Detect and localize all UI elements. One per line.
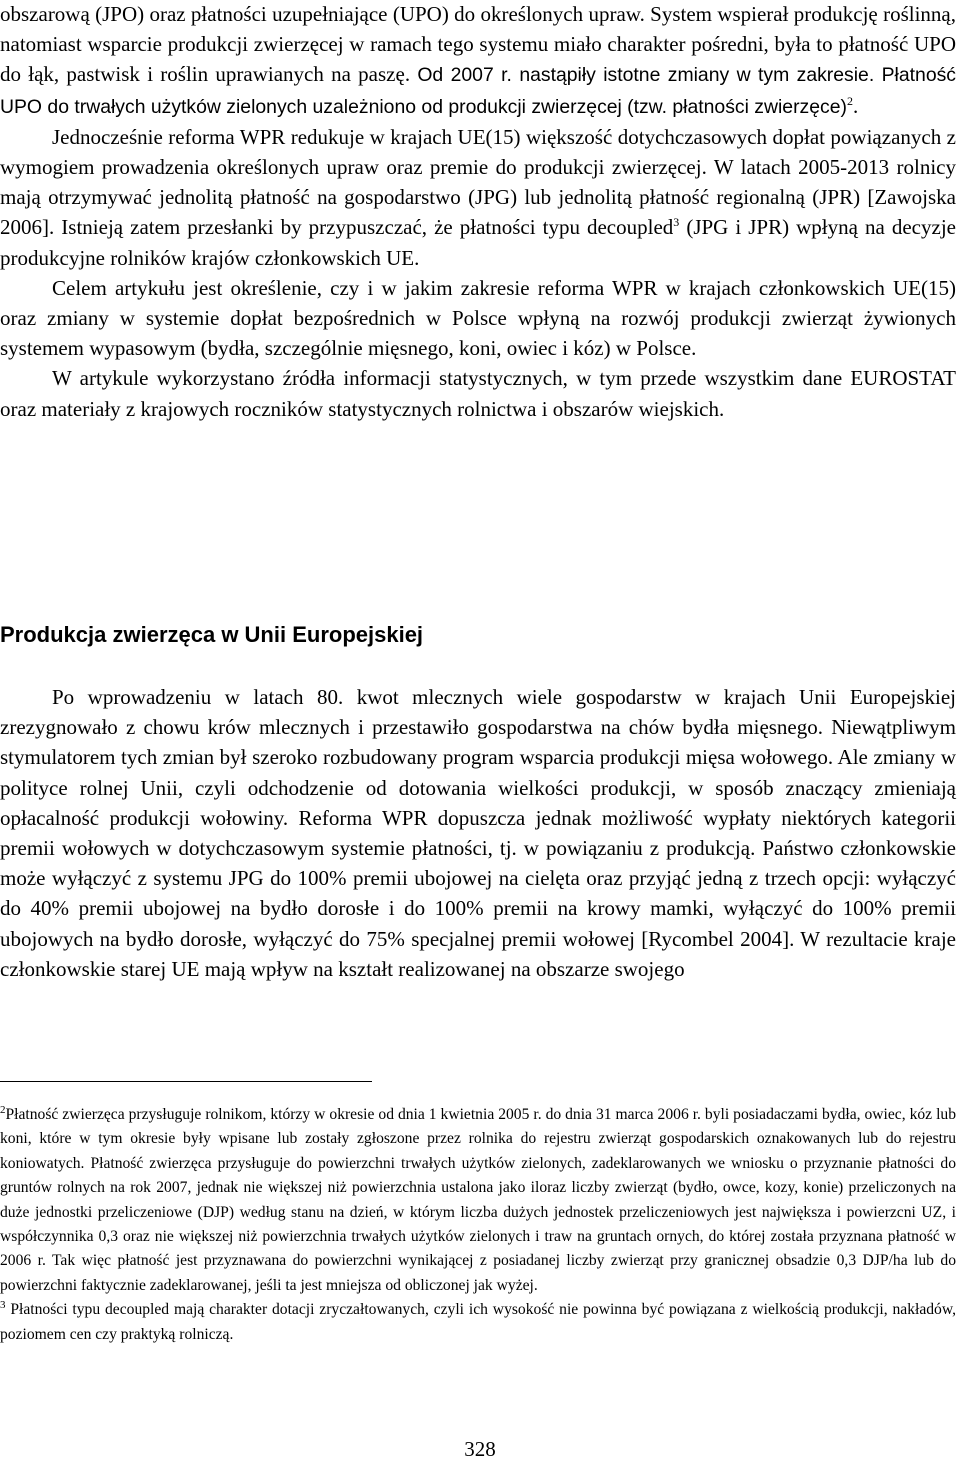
intro-p1-sans-tail: (tzw. płatności zwierzęce) — [627, 95, 847, 118]
section-heading: Produkcja zwierzęca w Unii Europejskiej — [0, 622, 424, 647]
intro-paragraph-3: Celem artykułu jest określenie, czy i w jakim zakresie reforma WPR w krajach członkowskich UE(15) oraz zmiany w systemie dopłat bezpośrednich w Polsce wpłyną na rozwój produkcji zwierząt żywionych systemem wypasowym (bydła, szczególnie mięsnego, koni, owiec i kóz) w Polsce. — [0, 275, 956, 361]
intro-p2-tail: (JPG i JPR) wpłyną na decyzje produkcyjne rolników krajów członkowskich UE. — [0, 215, 956, 270]
footnote-2-text: Płatność zwierzęca przysługuje rolnikom, którzy w okresie od dnia 1 kwietnia 2005 r. do dnia 31 marca 2006 r. byli posiadaczami bydła, owiec, kóz lub koni, które w tym okresie były wpisane lub zostały zgłoszone przez rolnika do rejestru zwierząt gospodarskich oznakowanych lub do rejestru koniowatych. Płatność zwierzęca przysługuje do powierzchni trwałych użytków zielonych, zadeklarowanych we wniosku o przyznanie płatności do gruntów rolnych na rok 2007, jednak nie większej niż powierzchnia ustalona jako iloraz liczby zwierząt (bydło, owce, kozy, konie) przeliczonych na duże jednostki przeliczeniowe (DJP) według stanu na dzień, w którym liczba dużych jednostek przeliczeniowych jest największa i powierzcni UZ, i współczynnika 0,3 oraz nie większej niż powierzchnia trwałych użytków zielonych i traw na gruntach ornych, do której została przyznana płatność w 2006 r. Tak więc płatność jest przyznawana do powierzchni wynikającej z posiadanej liczby zwierząt przy granicznej obsadzie 0,3 DJP/ha lub do powierzchni faktycznie zadeklarowanej, jeśli ta jest mniejsza od obliczonej jak wyżej. — [0, 1106, 956, 1294]
intro-p2-text: Jednocześnie reforma WPR redukuje w krajach UE(15) większość dotychczasowych dopłat powiązanych z wymogiem prowadzenia określonych upraw oraz premie do produkcji zwierzęcej. W latach 2005-2013 rolnicy mają otrzymywać jednolitą płatność na gospodarstwo (JPG) lub jednolitą płatność regionalną (JPR) [Zawojska 2006]. Istnieją zatem przesłanki by przypuszczać, że płatności typu decoupled — [0, 124, 956, 240]
footnote-2-mark: 2 — [0, 1103, 6, 1116]
footnote-3-mark: 3 — [0, 1299, 6, 1312]
section-paragraph-1: Po wprowadzeniu w latach 80. kwot mlecznych wiele gospodarstw w krajach Unii Europejskiej zrezygnowało z chowu krów mlecznych i przestawiło gospodarstwa na chów bydła mięsnego. Niewątpliwym stymulatorem tych zmian był szeroko rozbudowany program wsparcia produkcji mięsa wołowego. Ale zmiany w polityce rolnej Unii, czyli odchodzenie od dotowania wielkości produkcji, w sposób znaczący zmieniają opłacalność produkcji wołowiny. Reforma WPR dopuszcza jednak możliwość wypłaty niektórych kategorii premii wołowych w dotychczasowym systemie płatności, tj. w powiązaniu z produkcją. Państwo członkowskie może wyłączyć z systemu JPG do 100% premii ubojowej na cielęta oraz przyjąć jedną z trzech opcji: wyłączyć do 40% premii ubojowej na bydło dorosłe i do 100% premii na krowy mamki, wyłączyć do 100% premii ubojowych na bydło dorosłe, wyłączyć do 75% specjalnej premii wołowej [Rycombel 2004]. W rezultacie kraje członkowskie starej UE mają wpływ na kształt realizowanej na obszarze swojego — [0, 685, 956, 981]
intro-text — [0, 0, 956, 424]
footnote-2 — [0, 1103, 956, 1298]
intro-p1-sans: Od 2007 r. nastąpiły istotne zmiany w tym zakresie. Płatność UPO do trwałych użytków zielonych uzależniono od produkcji zwierzęcej — [0, 64, 956, 118]
footnote-ref-2: 2 — [846, 93, 853, 108]
footnote-divider — [0, 1081, 372, 1082]
page-number: 328 — [464, 1437, 496, 1461]
intro-paragraph-4: W artykule wykorzystano źródła informacji statystycznych, w tym przede wszystkim dane EUROSTAT oraz materiały z krajowych roczników statystycznych rolnictwa i obszarów wiejskich. — [0, 366, 956, 421]
intro-paragraph-2 — [0, 122, 956, 273]
footnote-3 — [0, 1298, 956, 1347]
footnote-ref-3: 3 — [673, 215, 680, 230]
footnote-3-text: Płatności typu decoupled mają charakter dotacji zryczałtowanych, czyli ich wysokość nie powinna być powiązana z wielkością produkcji, nakładów, poziomem cen czy praktyką rolniczą. — [0, 1301, 956, 1343]
section-body — [0, 682, 956, 984]
intro-paragraph-1 — [0, 0, 956, 122]
intro-p1-period: . — [852, 93, 859, 118]
footnotes — [0, 1103, 956, 1347]
intro-p1-serif: obszarową (JPO) oraz płatności uzupełniające (UPO) do określonych upraw. System wspierał produkcję roślinną, natomiast wsparcie produkcji zwierzęcej w ramach tego systemu miało charakter pośredni, była to płatność UPO do łąk, pastwisk i roślin uprawianych na paszę. — [0, 2, 956, 87]
